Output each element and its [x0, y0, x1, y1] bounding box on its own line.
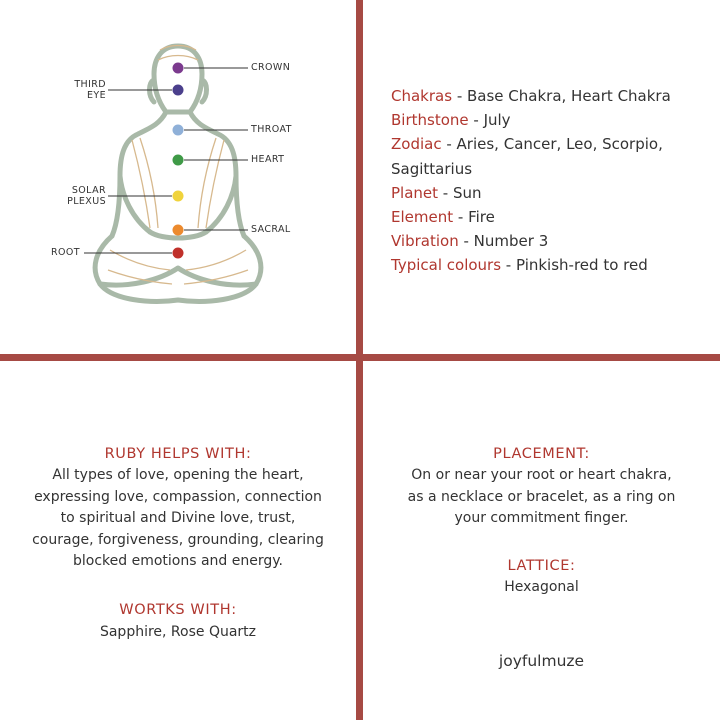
helps-with-line: expressing love, compassion, connection	[34, 488, 322, 505]
property-row	[391, 108, 711, 132]
placement-panel	[363, 444, 720, 598]
property-separator: -	[438, 183, 453, 202]
sacral-label: SACRAL	[251, 224, 291, 235]
third-eye-label-line1: THIRD	[74, 79, 106, 90]
crown-chakra-dot	[173, 63, 184, 74]
works-with-text: Sapphire, Rose Quartz	[99, 623, 257, 640]
property-key: Zodiac	[391, 135, 442, 154]
placement-text	[363, 465, 720, 530]
solar-plexus-label	[54, 185, 106, 207]
property-value: Number 3	[473, 232, 549, 251]
third-eye-label	[60, 79, 106, 101]
heart-chakra-dot	[173, 155, 184, 166]
brand-name: joyfulmuze	[498, 652, 585, 670]
property-row	[391, 253, 711, 277]
helps-with-line: blocked emotions and energy.	[73, 553, 283, 569]
property-value: Base Chakra, Heart Chakra	[467, 87, 671, 105]
buddha-figure-icon	[0, 0, 356, 354]
helps-with-line: to spiritual and Divine love, trust,	[60, 510, 296, 526]
horizontal-divider	[0, 354, 720, 361]
lattice-text: Hexagonal	[504, 578, 579, 595]
throat-chakra-dot	[173, 125, 184, 136]
placement-line: On or near your root or heart chakra,	[411, 467, 672, 483]
property-key: Typical colours	[391, 256, 502, 275]
property-row	[391, 84, 711, 108]
crown-label: CROWN	[251, 62, 291, 73]
throat-label: THROAT	[251, 124, 292, 135]
property-row	[391, 229, 711, 253]
root-chakra-dot	[173, 248, 184, 259]
solar-plexus-chakra-dot	[173, 191, 184, 202]
properties-list	[391, 84, 711, 278]
property-separator: -	[452, 87, 467, 105]
property-value: July	[483, 111, 511, 130]
property-separator: -	[453, 208, 469, 227]
helps-with-text	[0, 465, 356, 573]
property-row	[391, 205, 711, 229]
property-key: Chakras	[391, 87, 453, 105]
root-label: ROOT	[51, 247, 80, 258]
helps-with-line: All types of love, opening the heart,	[52, 467, 304, 483]
property-key: Element	[391, 208, 454, 227]
helps-with-title: RUBY HELPS WITH:	[104, 446, 252, 462]
property-separator: -	[501, 256, 516, 275]
property-separator: -	[468, 111, 484, 130]
solar-plexus-label-line1: SOLAR	[71, 185, 106, 196]
placement-line: as a necklace or bracelet, as a ring on	[407, 488, 676, 505]
solar-plexus-label-line2: PLEXUS	[67, 196, 106, 207]
helps-with-line: courage, forgiveness, grounding, clearing	[32, 531, 324, 548]
property-value: Fire	[468, 208, 495, 227]
third-eye-chakra-dot	[173, 85, 184, 96]
property-value: Aries, Cancer, Leo, Scorpio, Sagittarius	[391, 135, 663, 178]
property-row	[391, 181, 711, 205]
property-value: Sun	[452, 183, 482, 202]
works-with-title: WORTKS WITH:	[119, 601, 237, 618]
lattice-title: LATTICE:	[507, 557, 576, 574]
property-separator: -	[441, 135, 457, 154]
property-key: Birthstone	[391, 111, 469, 130]
chakra-diagram	[0, 0, 356, 354]
placement-line: your commitment finger.	[454, 510, 629, 526]
property-value: Pinkish-red to red	[515, 256, 648, 275]
heart-label: HEART	[251, 154, 285, 165]
property-separator: -	[458, 232, 474, 251]
third-eye-label-line2: EYE	[86, 90, 106, 101]
property-key: Vibration	[391, 232, 459, 251]
placement-title: PLACEMENT:	[493, 446, 590, 462]
property-key: Planet	[391, 183, 439, 202]
sacral-chakra-dot	[173, 225, 184, 236]
helps-with-panel	[0, 444, 356, 643]
property-row	[391, 132, 711, 180]
